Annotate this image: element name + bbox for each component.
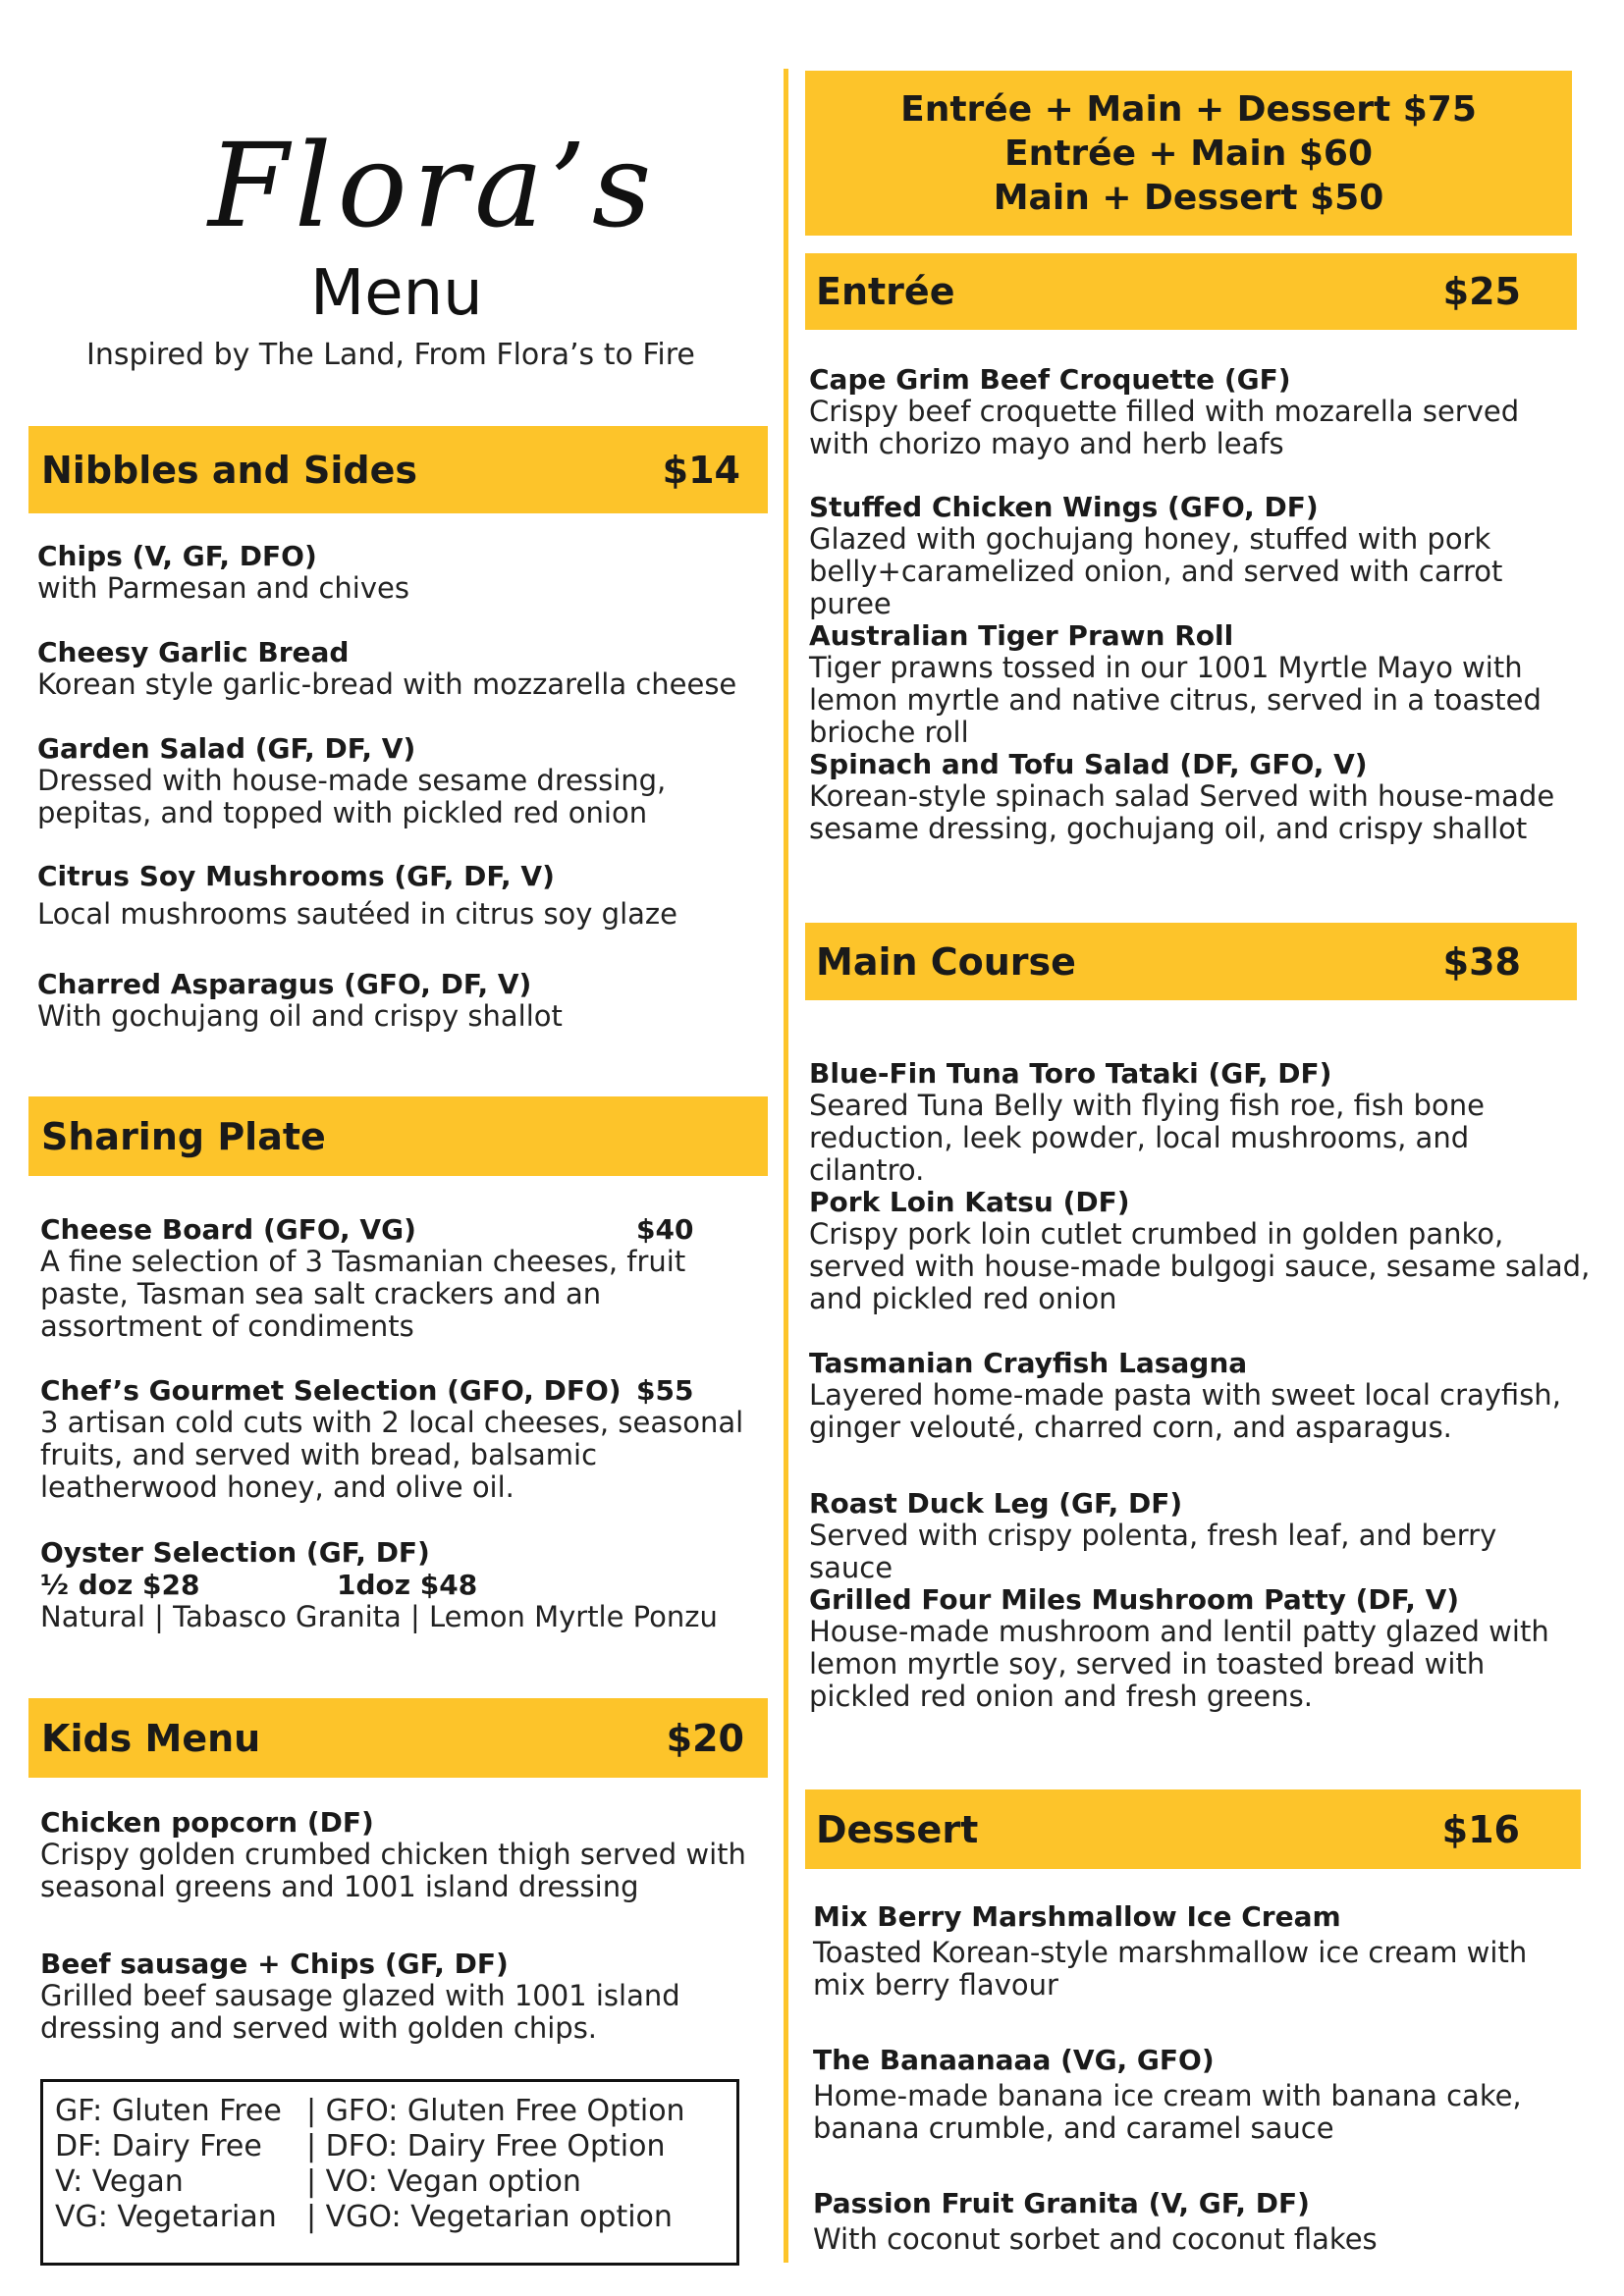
- item-desc: Grilled beef sausage glazed with 1001 island dressing and served with golden chips.: [40, 1979, 680, 2045]
- menu-item: [809, 1057, 1585, 1187]
- item-desc: Korean-style spinach salad Served with house-made sesame dressing, gochujang oil, and crispy shallot: [809, 779, 1555, 845]
- item-desc: Toasted Korean-style marshmallow ice cream with mix berry flavour: [813, 1936, 1528, 2002]
- nibbles-header: [28, 426, 768, 513]
- item-name: Cape Grim Beef Croquette (GF): [809, 363, 1291, 396]
- menu-item: [809, 619, 1595, 749]
- menu-item: [37, 540, 764, 605]
- menu-item: [37, 636, 764, 701]
- item-name: Chips (V, GF, DFO): [37, 540, 317, 572]
- item-name: Citrus Soy Mushrooms (GF, DF, V): [37, 860, 555, 892]
- item-desc: With gochujang oil and crispy shallot: [37, 999, 563, 1033]
- item-name: Australian Tiger Prawn Roll: [809, 619, 1234, 652]
- item-desc: 3 artisan cold cuts with 2 local cheeses, seasonal fruits, and served with bread, balsamic leatherwood honey, and olive oil.: [40, 1406, 744, 1504]
- main-header: [805, 923, 1577, 1000]
- oyster-dozen: 1doz $48: [337, 1569, 478, 1601]
- menu-item: [813, 1900, 1540, 2002]
- legend-vo: | VO: Vegan option: [306, 2164, 581, 2199]
- set-menu-prices: [805, 71, 1572, 236]
- menu-item: [40, 1948, 688, 2045]
- item-name: Grilled Four Miles Mushroom Patty (DF, V): [809, 1583, 1460, 1616]
- column-divider: [784, 69, 788, 2263]
- item-desc: Glazed with gochujang honey, stuffed with pork belly+caramelized onion, and served with carrot puree: [809, 522, 1503, 620]
- menu-item: [809, 1583, 1585, 1713]
- item-name: Spinach and Tofu Salad (DF, GFO, V): [809, 748, 1368, 780]
- item-name: Garden Salad (GF, DF, V): [37, 732, 416, 765]
- item-desc: Crispy beef croquette filled with mozarella served with chorizo mayo and herb leafs: [809, 395, 1520, 460]
- oyster-prices: [40, 1569, 767, 1601]
- item-name: Beef sausage + Chips (GF, DF): [40, 1948, 509, 1980]
- legend-v: V: Vegan: [55, 2164, 184, 2199]
- item-desc: With coconut sorbet and coconut flakes: [813, 2222, 1378, 2256]
- legend-df: DF: Dairy Free: [55, 2129, 262, 2163]
- item-name: Charred Asparagus (GFO, DF, V): [37, 968, 532, 1000]
- legend-dfo: | DFO: Dairy Free Option: [306, 2129, 666, 2163]
- item-desc: Korean style garlic-bread with mozzarella cheese: [37, 667, 737, 701]
- entree-header: [805, 253, 1577, 330]
- item-desc: Natural | Tabasco Granita | Lemon Myrtle Ponzu: [40, 1600, 718, 1633]
- item-name: Tasmanian Crayfish Lasagna: [809, 1347, 1248, 1379]
- entree-title: Entrée: [816, 270, 955, 313]
- item-desc: Crispy golden crumbed chicken thigh served with seasonal greens and 1001 island dressing: [40, 1838, 746, 1903]
- kids-header: [28, 1698, 768, 1778]
- menu-item: [809, 1487, 1585, 1584]
- combo-line: Entrée + Main $60: [1003, 133, 1373, 174]
- kids-price: $20: [666, 1716, 744, 1760]
- item-name: Mix Berry Marshmallow Ice Cream: [813, 1900, 1341, 1933]
- main-price: $38: [1442, 939, 1521, 984]
- nibbles-price: $14: [662, 448, 740, 492]
- item-name: Stuffed Chicken Wings (GFO, DF): [809, 491, 1319, 523]
- dessert-title: Dessert: [816, 1807, 979, 1851]
- item-desc: Dressed with house-made sesame dressing, pepitas, and topped with pickled red onion: [37, 764, 667, 829]
- dietary-legend: [40, 2079, 739, 2266]
- legend-gf: GF: Gluten Free: [55, 2094, 282, 2128]
- menu-item: [809, 491, 1575, 620]
- item-name: Passion Fruit Granita (V, GF, DF): [813, 2187, 1310, 2219]
- menu-item: [40, 1536, 767, 1633]
- item-name: Cheesy Garlic Bread: [37, 636, 350, 668]
- item-name: Pork Loin Katsu (DF): [809, 1186, 1130, 1218]
- item-name: Chef’s Gourmet Selection (GFO, DFO): [40, 1374, 622, 1407]
- nibbles-title: Nibbles and Sides: [41, 448, 417, 492]
- item-name: Chicken popcorn (DF): [40, 1806, 374, 1839]
- menu-item: [37, 732, 685, 829]
- sharing-header: [28, 1096, 768, 1176]
- combo-line: Entrée + Main + Dessert $75: [900, 88, 1477, 130]
- item-desc: House-made mushroom and lentil patty glazed with lemon myrtle soy, served in toasted bread with pickled red onion and fresh greens.: [809, 1615, 1549, 1713]
- menu-item: [37, 968, 764, 1033]
- item-price: $40: [636, 1213, 694, 1246]
- menu-item: [809, 363, 1575, 460]
- item-desc: A fine selection of 3 Tasmanian cheeses, fruit paste, Tasman sea salt crackers and an assortment of condiments: [40, 1245, 686, 1343]
- menu-item: [809, 1347, 1575, 1444]
- legend-vg: VG: Vegetarian: [55, 2200, 277, 2234]
- item-desc: with Parmesan and chives: [37, 571, 409, 605]
- legend-gfo: | GFO: Gluten Free Option: [306, 2094, 685, 2128]
- combo-line: Main + Dessert $50: [993, 177, 1384, 218]
- oyster-half-dozen: ½ doz $28: [40, 1569, 200, 1601]
- menu-item: [813, 2044, 1540, 2145]
- menu-item: [40, 1806, 747, 1903]
- item-desc: Local mushrooms sautéed in citrus soy glaze: [37, 897, 677, 931]
- item-desc: Crispy pork loin cutlet crumbed in golden panko, served with house-made bulgogi sauce, sesame salad, and pickled red onion: [809, 1217, 1591, 1315]
- item-name: Cheese Board (GFO, VG): [40, 1213, 416, 1246]
- item-desc: Layered home-made pasta with sweet local crayfish, ginger velouté, charred corn, and asparagus.: [809, 1378, 1561, 1444]
- menu-item: [809, 1186, 1595, 1315]
- menu-item: [37, 860, 764, 931]
- item-name: Roast Duck Leg (GF, DF): [809, 1487, 1183, 1520]
- item-desc: Seared Tuna Belly with flying fish roe, fish bone reduction, leek powder, local mushrooms, and cilantro.: [809, 1089, 1485, 1187]
- item-price: $55: [636, 1374, 694, 1407]
- item-name: Oyster Selection (GF, DF): [40, 1536, 430, 1569]
- sharing-title: Sharing Plate: [41, 1114, 326, 1158]
- legend-vgo: | VGO: Vegetarian option: [306, 2200, 673, 2234]
- entree-price: $25: [1442, 270, 1521, 313]
- tagline: Inspired by The Land, From Flora’s to Fire: [86, 338, 695, 372]
- dessert-price: $16: [1441, 1807, 1520, 1851]
- dessert-header: [805, 1789, 1581, 1869]
- item-name: Blue-Fin Tuna Toro Tataki (GF, DF): [809, 1057, 1332, 1090]
- item-desc: Tiger prawns tossed in our 1001 Myrtle Mayo with lemon myrtle and native citrus, served in a toasted brioche roll: [809, 651, 1542, 749]
- logo-menu: Menu: [310, 257, 483, 330]
- menu-item: [813, 2187, 1540, 2256]
- menu-item: [809, 748, 1555, 845]
- item-name: The Banaanaaa (VG, GFO): [813, 2044, 1215, 2076]
- item-desc: Home-made banana ice cream with banana cake, banana crumble, and caramel sauce: [813, 2079, 1522, 2145]
- kids-title: Kids Menu: [41, 1716, 261, 1760]
- main-title: Main Course: [816, 939, 1076, 984]
- item-desc: Served with crispy polenta, fresh leaf, and berry sauce: [809, 1519, 1497, 1584]
- logo-script: Flora’s: [208, 118, 658, 253]
